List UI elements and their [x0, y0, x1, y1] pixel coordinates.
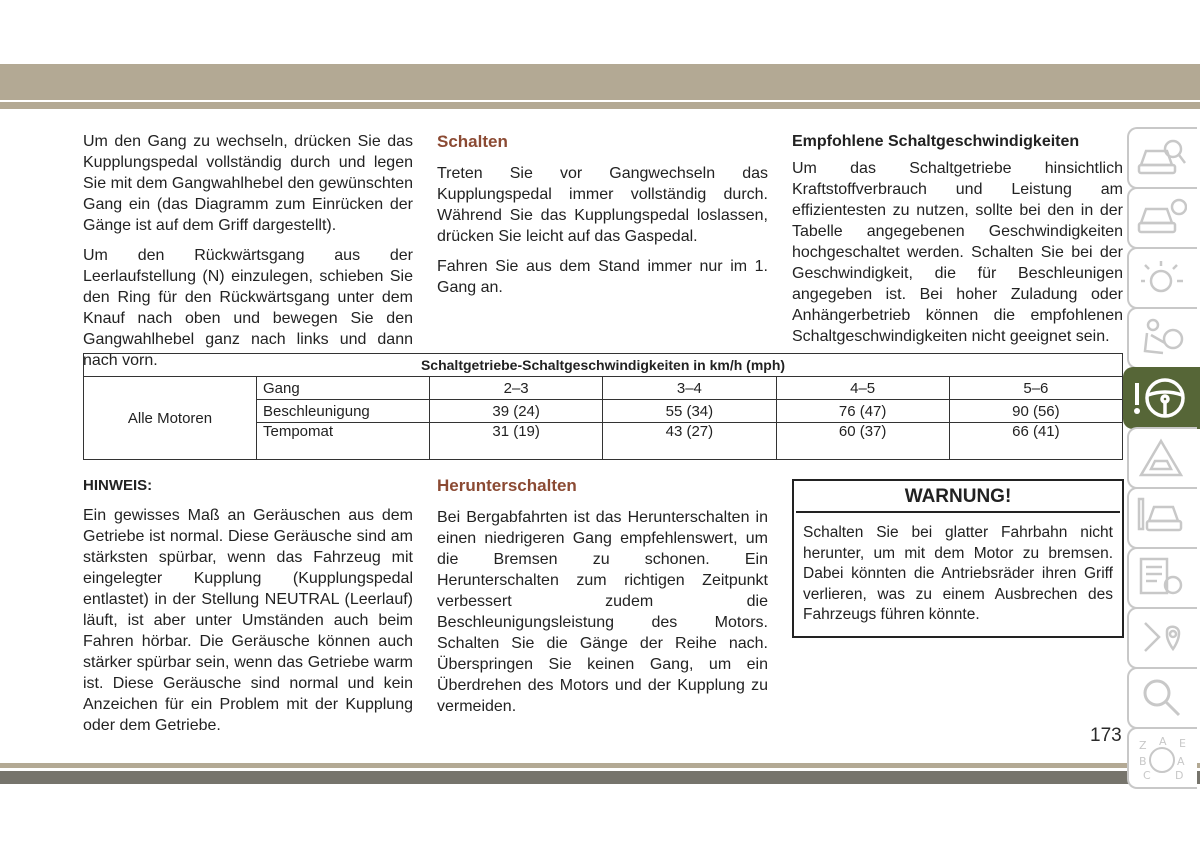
column-1: [83, 131, 413, 380]
warning-title: WARNUNG!: [796, 483, 1120, 513]
paragraph-reverse-gear: Um den Rückwärtsgang aus der Leerlaufstellung (N) einzulegen, schieben Sie den Ring für den Rückwärtsgang unter dem Knauf nach oben und bewegen Sie den Gangwahlhebel ganz nach links und dann nach vorn.: [83, 247, 413, 369]
tab-car-info[interactable]: [1127, 187, 1197, 249]
car-search-icon: [1137, 135, 1187, 181]
heading-shift-speeds: Empfohlene Schaltgeschwindigkeiten: [792, 133, 1080, 150]
svg-text:E: E: [1179, 737, 1186, 750]
table-cell: 55 (34): [603, 400, 776, 423]
paragraph-gear-change: Um den Gang zu wechseln, drücken Sie das Kupplungspedal vollständig durch und legen Sie mit dem Gangwahlhebel den gewünschten Gang ein (das Diagramm zum Einrücken der Gänge ist auf dem Griff dargestellt).: [83, 133, 413, 234]
steering-wheel-icon: [1133, 375, 1189, 421]
header-line: [0, 102, 1200, 109]
table-cell: 31 (19): [430, 423, 603, 460]
engine-cell: Alle Motoren: [84, 377, 257, 460]
tab-specs[interactable]: [1127, 547, 1197, 609]
svg-text:B: B: [1139, 755, 1147, 768]
heading-hinweis: HINWEIS:: [83, 477, 153, 494]
tab-airbag-seat[interactable]: [1127, 307, 1197, 369]
airbag-seat-icon: [1137, 315, 1187, 361]
svg-text:A: A: [1159, 735, 1167, 748]
table-row: [84, 377, 1123, 400]
roadside-warning-icon: [1137, 435, 1187, 481]
column-2: [437, 131, 768, 307]
row-label: Gang: [257, 377, 430, 400]
paragraph-shift-speeds: Um das Schaltgetriebe hinsichtlich Kraftstoffverbrauch und Leistung am effizientesten zu nutzen, sollte bei den in der Tabelle angegebenen Geschwindigkeiten hochgeschaltet werden. Schalten Sie bei der Geschwindigkeit, die für Beschleunigen angegeben ist. Bei hoher Zuladung oder Anhängerbetrieb können die empfohlenen Schaltgeschwindigkeiten nicht geeignet sein.: [792, 160, 1123, 345]
heading-herunterschalten: Herunterschalten: [437, 476, 577, 495]
column-3: [792, 131, 1123, 356]
table-cell: 76 (47): [776, 400, 949, 423]
tab-index[interactable]: [1127, 727, 1197, 789]
page-number: 173: [1090, 725, 1122, 746]
table-cell: 60 (37): [776, 423, 949, 460]
table-title: Schaltgetriebe-Schaltgeschwindigkeiten in km/h (mph): [84, 354, 1123, 377]
alphabet-index-icon: [1137, 735, 1187, 781]
table-cell: 3–4: [603, 377, 776, 400]
footer-band: [0, 771, 1200, 784]
row-label: Beschleunigung: [257, 400, 430, 423]
warning-lights-icon: [1137, 255, 1187, 301]
search-icon: [1137, 675, 1187, 721]
table-cell: 90 (56): [949, 400, 1122, 423]
tab-multimedia[interactable]: [1127, 607, 1197, 669]
paragraph-hinweis: Ein gewisses Maß an Geräuschen aus dem Getriebe ist normal. Diese Geräusche sind am stärksten spürbar, wenn das Fahrzeug mit eingelegter Kupplung (Kupplungspedal entlastet) in der Stellung NEUTRAL (Leerlauf) läuft, ist aber unter Umständen auch beim Fahren hörbar. Die Geräusche können auch stärker spürbar sein, wenn das Getriebe warm ist. Diese Geräusche sind normal und kein Anzeichen für ein Problem mit der Kupplung oder dem Getriebe.: [83, 507, 413, 734]
warning-text: Schalten Sie bei glatter Fahrbahn nicht herunter, um mit dem Motor zu bremsen. Dabei könnten die Antriebsräder ihren Griff verlieren, was zu einem Ausbrechen des Fahrzeugs führen könnte.: [803, 524, 1113, 623]
car-service-icon: [1137, 495, 1187, 541]
svg-text:C: C: [1143, 769, 1151, 781]
warning-box: [792, 479, 1124, 638]
heading-schalten: Schalten: [437, 132, 508, 151]
paragraph-schalten-1: Treten Sie vor Gangwechseln das Kupplungspedal immer vollständig durch. Während Sie das Kupplungspedal loslassen, drücken Sie leicht auf das Gaspedal.: [437, 165, 768, 245]
table-cell: 4–5: [776, 377, 949, 400]
table-cell: 5–6: [949, 377, 1122, 400]
table-cell: 66 (41): [949, 423, 1122, 460]
svg-text:A: A: [1177, 755, 1185, 768]
row-label: Tempomat: [257, 423, 430, 460]
herunterschalten-section: [437, 475, 768, 726]
svg-text:Z: Z: [1139, 739, 1147, 752]
specs-gear-icon: [1137, 555, 1187, 601]
tab-roadside-warning[interactable]: [1127, 427, 1197, 489]
table-cell: 2–3: [430, 377, 603, 400]
table-cell: 43 (27): [603, 423, 776, 460]
paragraph-schalten-2: Fahren Sie aus dem Stand immer nur im 1. Gang an.: [437, 258, 768, 296]
tab-car-service[interactable]: [1127, 487, 1197, 549]
car-info-icon: [1137, 195, 1187, 241]
tab-warning-lights[interactable]: [1127, 247, 1197, 309]
multimedia-icon: [1137, 615, 1187, 661]
hinweis-section: [83, 475, 413, 745]
header-band: [0, 64, 1200, 100]
footer-line: [0, 763, 1200, 768]
svg-text:D: D: [1175, 769, 1184, 781]
tab-steering-wheel[interactable]: [1123, 367, 1200, 429]
shift-speed-table: [83, 353, 1123, 460]
tab-car-search[interactable]: [1127, 127, 1197, 189]
table-cell: 39 (24): [430, 400, 603, 423]
tab-search[interactable]: [1127, 667, 1197, 729]
paragraph-herunterschalten: Bei Bergabfahrten ist das Herunterschalten in einen niedrigeren Gang empfehlenswert, um die Bremsen zu schonen. Ein Herunterschalten zum richtigen Zeitpunkt verbessert zudem die Beschleunigungsleistung des Motors. Schalten Sie die Gänge der Reihe nach. Überspringen Sie keinen Gang, um ein Überdrehen des Motors und der Kupplung zu vermeiden.: [437, 509, 768, 715]
